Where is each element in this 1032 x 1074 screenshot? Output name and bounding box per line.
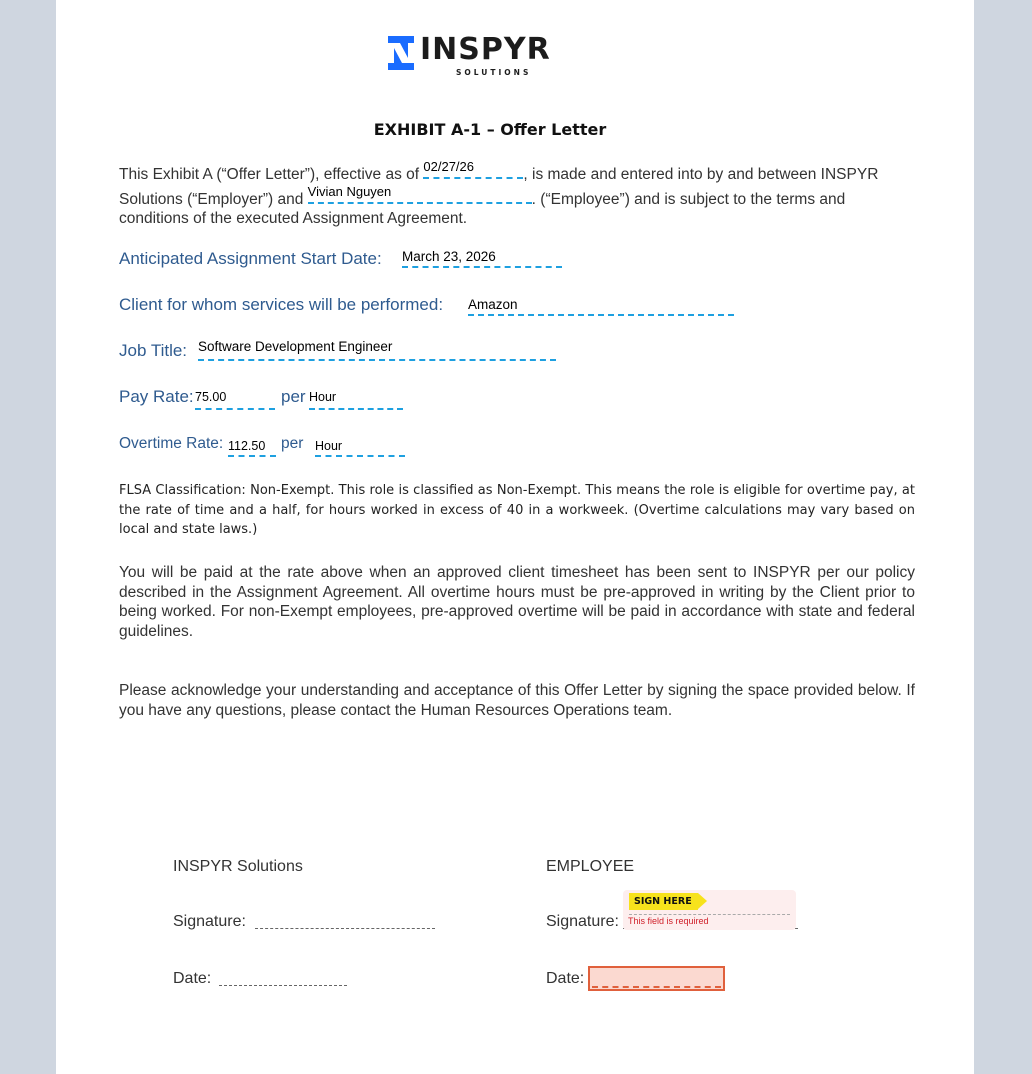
ot-per-label: per xyxy=(281,435,304,452)
intro-text-1b: , is made and entered into by and between INSPYR xyxy=(523,166,879,183)
pay-per-label: per xyxy=(281,387,306,406)
job-title-value: Software Development Engineer xyxy=(198,339,393,354)
intro-text-2a: Solutions (“Employer”) and xyxy=(119,190,304,208)
logo-subtitle: SOLUTIONS xyxy=(456,68,532,77)
flsa-paragraph: FLSA Classification: Non-Exempt. This role is classified as Non-Exempt. This means the role is eligible for overtime pay, at the rate of time and a half, for hours worked in excess of 40 in a workweek. (Overtime calculations may vary based on local and state laws.) xyxy=(119,483,915,537)
pay-unit-value: Hour xyxy=(309,390,337,404)
payment-paragraph: You will be paid at the rate above when an approved client timesheet has been sent to INSPYR per our policy described in the Assignment Agreement. All overtime hours must be pre-approved in writing by the Client prior to being worked. For non-Exempt employees, pre-approved overtime will be paid in accordance with state and federal guidelines. xyxy=(119,564,915,640)
sign-here-tag[interactable]: SIGN HERE xyxy=(629,893,698,910)
ot-rate-value: 112.50 xyxy=(228,439,266,453)
intro-text-2b: . (“Employee”) and is subject to the terms and xyxy=(531,190,846,208)
employee-date-label: Date: xyxy=(546,970,585,987)
inspyr-logo xyxy=(388,32,558,80)
effective-date-value: 02/27/26 xyxy=(423,159,474,174)
employer-date-field xyxy=(219,985,347,986)
employer-heading: INSPYR Solutions xyxy=(173,858,303,875)
start-date-label: Anticipated Assignment Start Date: xyxy=(119,249,382,268)
employee-heading: EMPLOYEE xyxy=(546,858,635,875)
start-date-field[interactable] xyxy=(402,266,562,268)
job-title-label: Job Title: xyxy=(119,341,188,360)
document-title: EXHIBIT A-1 – Offer Letter xyxy=(373,120,607,139)
intro-text-1a: This Exhibit A (“Offer Letter”), effective as of xyxy=(119,166,420,183)
date-field-underline xyxy=(592,986,721,988)
employer-signature-field xyxy=(255,928,435,929)
required-error-message: This field is required xyxy=(628,916,709,926)
pay-rate-value: 75.00 xyxy=(195,390,227,404)
document-page xyxy=(56,0,974,1074)
start-date-value: March 23, 2026 xyxy=(402,249,496,264)
ot-rate-field[interactable] xyxy=(228,455,276,457)
ot-rate-label: Overtime Rate: xyxy=(119,435,224,452)
intro-text-3: conditions of the executed Assignment Agreement. xyxy=(119,210,468,228)
pay-rate-field[interactable] xyxy=(195,408,275,410)
inspyr-logo-mark-icon xyxy=(388,36,416,70)
signature-separator xyxy=(629,914,790,915)
client-value: Amazon xyxy=(468,297,518,312)
employer-signature-label: Signature: xyxy=(173,913,246,930)
effective-date-field[interactable] xyxy=(423,160,523,179)
employee-signature-field[interactable] xyxy=(623,890,796,930)
ot-unit-field[interactable] xyxy=(315,455,405,457)
employee-name-value: Vivian Nguyen xyxy=(307,183,392,199)
client-label: Client for whom services will be performed: xyxy=(119,295,444,314)
employee-signature-label: Signature: xyxy=(546,913,619,930)
intro-paragraph xyxy=(119,160,915,229)
employer-date-label: Date: xyxy=(173,970,212,987)
job-title-field[interactable] xyxy=(198,359,556,361)
employee-name-field[interactable] xyxy=(308,185,532,204)
employee-date-field[interactable] xyxy=(588,966,725,991)
acknowledgement-paragraph: Please acknowledge your understanding and acceptance of this Offer Letter by signing the space provided below. If you have any questions, please contact the Human Resources Operations team. xyxy=(119,682,915,719)
pay-unit-field[interactable] xyxy=(309,408,403,410)
client-field[interactable] xyxy=(468,314,734,316)
pay-rate-label: Pay Rate: xyxy=(119,387,194,406)
logo-brand: INSPYR xyxy=(420,32,551,67)
ot-unit-value: Hour xyxy=(315,439,343,453)
